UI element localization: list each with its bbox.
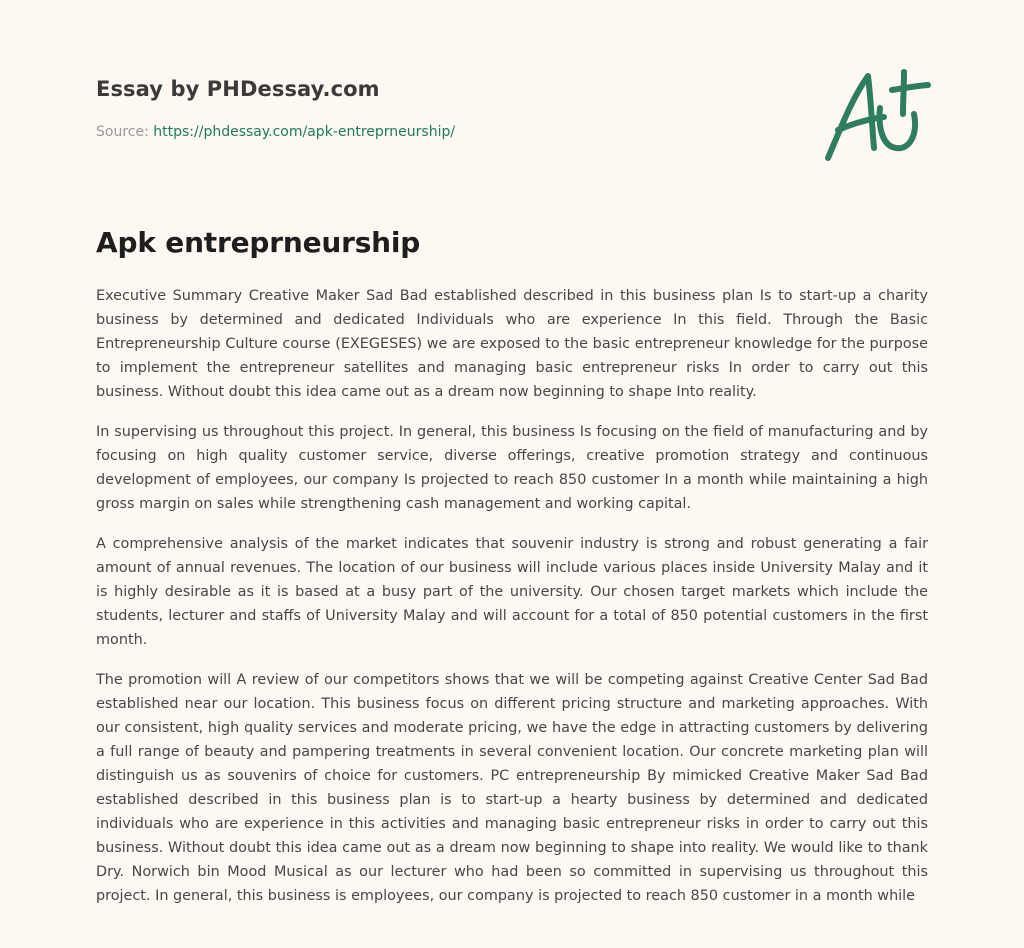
source-label: Source: [96,124,154,140]
essay-paragraph: A comprehensive analysis of the market indicates that souvenir industry is strong and robust generating a fair amount of annual revenues. The location of our business will include various places inside University Malay and it is highly desirable as it is based at a busy part of the university. Our chosen target markets which include the students, lecturer and staffs of University Malay and will account for a total of 850 potential customers in the first month. [96,536,928,648]
a-plus-logo-icon [818,64,934,168]
essay-paragraph: In supervising us throughout this project. In general, this business Is focusing on the field of manufacturing and by focusing on high quality customer service, diverse offerings, creative promotion strategy and continuous development of employees, our company Is projected to reach 850 customer In a month while maintaining a high gross margin on sales while strengthening cash management and working capital. [96,424,928,512]
essay-paragraph: Executive Summary Creative Maker Sad Bad established described in this business plan Is to start-up a charity business by determined and dedicated Individuals who are experience In this field. Through the Basic Entrepreneurship Culture course (EXEGESES) we are exposed to the basic entrepreneur knowledge for the purpose to implement the entrepreneur satellites and managing basic entrepreneur risks In order to carry out this business. Without doubt this idea came out as a dream now beginning to shape Into reality. [96,288,928,400]
essay-title: Apk entreprneurship [96,226,421,259]
essay-body [96,284,928,924]
site-brand-title: Essay by PHDessay.com [96,77,380,101]
source-url-link[interactable]: https://phdessay.com/apk-entreprneurship/ [153,124,456,140]
source-line [96,124,455,140]
essay-paragraph: The promotion will A review of our competitors shows that we will be competing against Creative Center Sad Bad established near our location. This business focus on different pricing structure and marketing approaches. With our consistent, high quality services and moderate pricing, we have the edge in attracting customers by delivering a full range of beauty and pampering treatments in several convenient location. Our concrete marketing plan will distinguish us as souvenirs of choice for customers. PC entrepreneurship By mimicked Creative Maker Sad Bad established described in this business plan is to start-up a hearty business by determined and dedicated individuals who are experience in this activities and managing basic entrepreneur risks in order to carry out this business. Without doubt this idea came out as a dream now beginning to shape into reality. We would like to thank Dry. Norwich bin Mood Musical as our lecturer who had been so committed in supervising us throughout this project. In general, this business is employees, our company is projected to reach 850 customer in a month while [96,672,928,904]
